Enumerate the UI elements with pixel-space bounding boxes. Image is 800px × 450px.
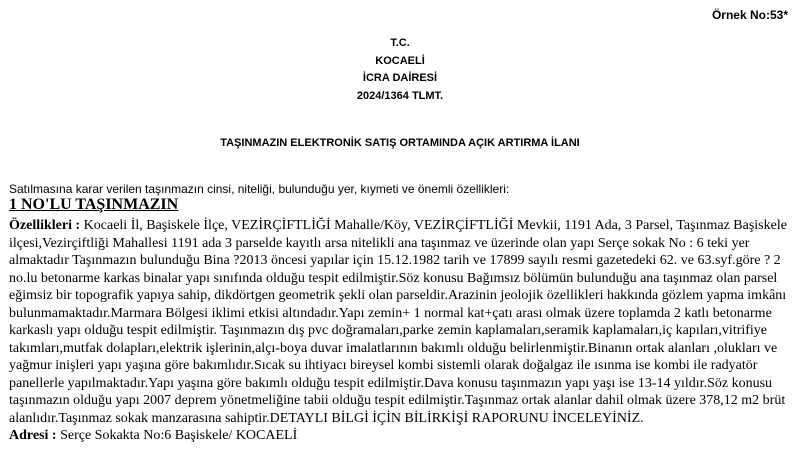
header-country: T.C. [390, 37, 410, 49]
notice-title: TAŞINMAZIN ELEKTRONİK SATIŞ ORTAMINDA AÇIK ARTIRMA İLANI [220, 137, 580, 149]
features-label: Özellikleri : [9, 218, 81, 233]
header-city: KOCAELİ [375, 54, 425, 67]
header-office: İCRA DAİRESİ [362, 72, 438, 84]
property-details [9, 217, 792, 445]
address-label: Adresi : [9, 428, 57, 443]
document-header [0, 35, 800, 105]
address-text: Serçe Sokakta No:6 Başiskele/ KOCAELİ [60, 428, 298, 443]
intro-text: Satılmasına karar verilen taşınmazın cinsi, niteliği, bulunduğu yer, kıymeti ve önemli özellikleri: [9, 182, 510, 196]
property-heading: 1 NO'LU TAŞINMAZIN [9, 196, 179, 213]
header-file-number: 2024/1364 TLMT. [356, 89, 444, 102]
form-number: Örnek No:53* [711, 8, 788, 22]
features-text: Kocaeli İl, Başiskele İlçe, VEZİRÇİFTLİĞİ Mahalle/Köy, VEZİRÇİFTLİĞİ Mevkii, 1191 Ada, 3 Parsel, Taşınmaz Başiskele ilçesi,Vezirçiftliği Mahallesi 1191 ada 3 parselde kayıtlı arsa nitelikli ana taşınmaz ve üzerinde olan yapı Serçe sokak No : 6 teki yer almaktadır Taşınmazın bulunduğu Bina ?2013 öncesi yapılar için 15.12.1982 tarih ve 17899 sayılı resmi gazetedeki 62. ve 63.syf.göre ? 2 no.lu betonarme karkas binalar yapı sınıfında olduğu tespit edilmiştir.Söz konusu Bağımsız bölümün bulunduğu ana taşınmaz olan parsel eğimsiz bir topografik yapıya sahip, dikdörtgen geometrik şekli olan parseldir.Arazinin jeolojik özellikleri hakkında gözlem yapma imkânı bulunmamaktadır.Marmara Bölgesi iklimi etkisi altındadır.Yapı zemin+ 1 normal kat+çatı arası olmak üzere toplamda 2 katlı betonarme karkaslı yapı olduğu tespit edilmiştir. Taşınmazın dış pvc doğramaları,parke zemin kaplamaları,seramik kaplamaları,iç kapıları,vitrifiye takımları,mutfak dolapları,elektrik işlerinin,alçı-boya duvar imalatlarının bakımlı olduğu belirlenmiştir.Binanın ortak alanları ,olukları ve yağmur inişleri yapı yaşına göre bakımlıdır.Sıcak su ihtiyacı bireysel kombi sistemli olarak doğalgaz ile ısınma ise kombi ile radyatör panellerle yapılmaktadır.Yapı yaşına göre bakımlı olduğu tespit edilmiştir.Dava konusu taşınmazın yapı yaşı ise 13-14 yıldır.Söz konusu taşınmazın olduğu yapı 2007 deprem yönetmeliğine tabii olduğu tespit edilmiştir.Taşınmaz ortak alanlar dahil olmak üzere 378,12 m2 brüt alanlıdır.Taşınmaz sokak manzarasına sahiptir.DETAYLI BİLGİ İÇİN BİLİRKİŞİ RAPORUNU İNCELEYİNİZ. [9, 218, 787, 426]
